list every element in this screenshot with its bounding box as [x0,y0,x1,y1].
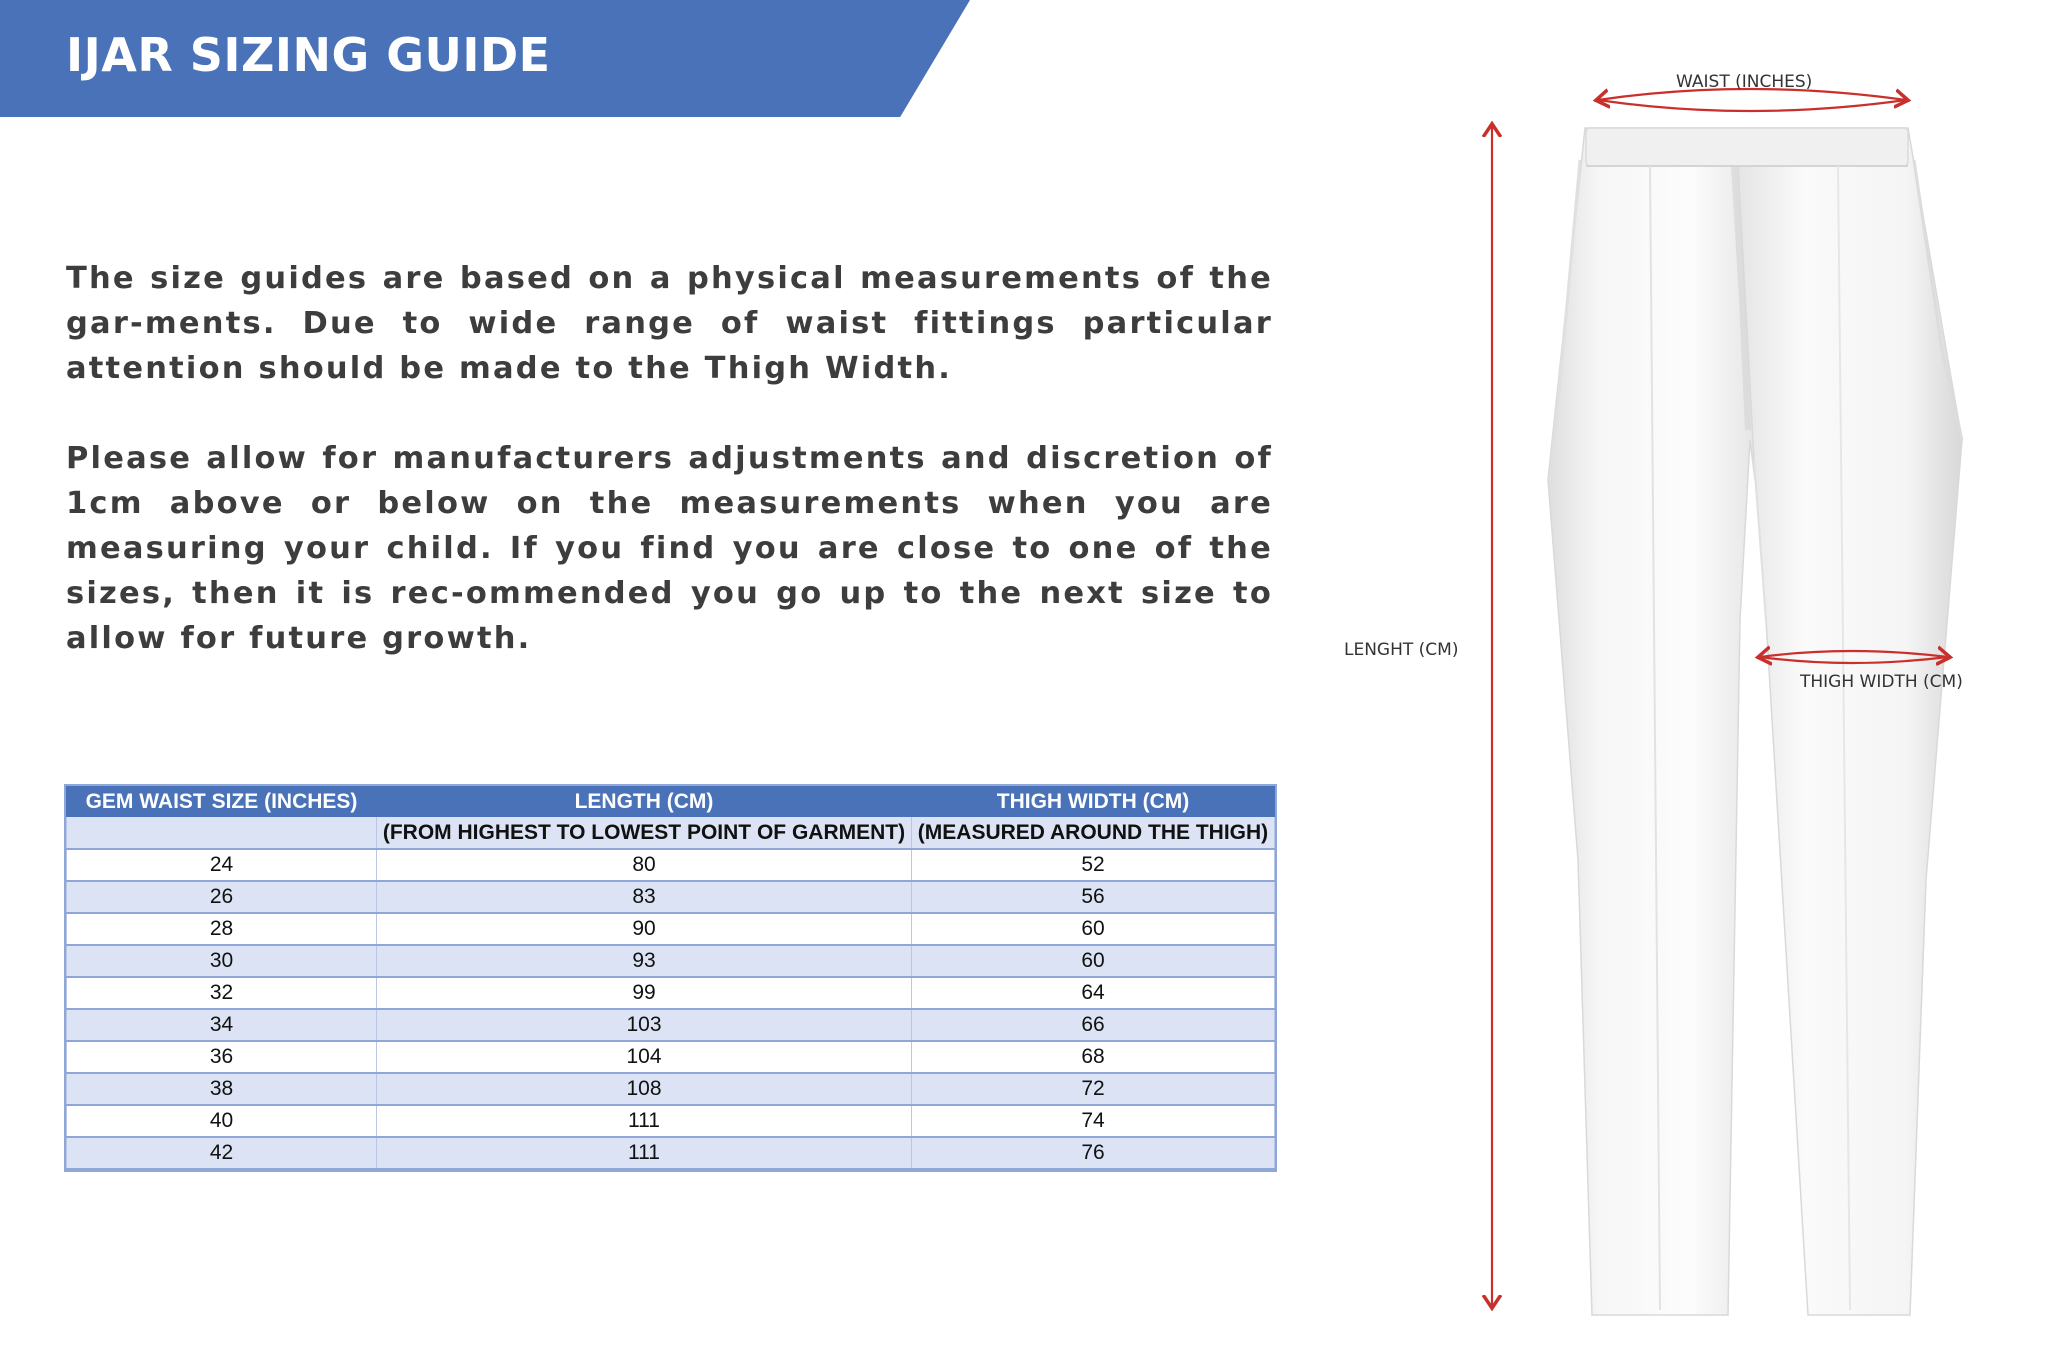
header-waist: GEM WAIST SIZE (INCHES) [67,786,377,817]
table-row [67,945,1275,977]
cell-waist: 34 [67,1009,377,1041]
subheader-waist [67,817,377,849]
table-row [67,849,1275,881]
table-row [67,1105,1275,1137]
cell-length: 90 [377,913,912,945]
cell-length: 108 [377,1073,912,1105]
cell-length: 111 [377,1105,912,1137]
cell-waist: 24 [67,849,377,881]
cell-thigh: 56 [912,881,1275,913]
cell-waist: 36 [67,1041,377,1073]
table-body [67,849,1275,1169]
table-row [67,1137,1275,1169]
cell-thigh: 60 [912,913,1275,945]
cell-thigh: 66 [912,1009,1275,1041]
length-label: LENGHT (CM) [1344,640,1459,660]
table-row [67,913,1275,945]
header-thigh: THIGH WIDTH (CM) [912,786,1275,817]
header-length: LENGTH (CM) [377,786,912,817]
intro-paragraph-1: The size guides are based on a physical measurements of the gar-ments. Due to wide range of waist fittings particular attention should be made to the Thigh Width. [66,261,1273,386]
cell-thigh: 52 [912,849,1275,881]
thigh-label: THIGH WIDTH (CM) [1800,672,1963,692]
trousers-diagram [1330,60,2048,1330]
table-header-row [67,786,1275,817]
table-row [67,1041,1275,1073]
cell-waist: 30 [67,945,377,977]
cell-length: 104 [377,1041,912,1073]
table-row [67,881,1275,913]
cell-length: 111 [377,1137,912,1169]
waist-label: WAIST (INCHES) [1676,72,1813,92]
table-subheader-row [67,817,1275,849]
cell-thigh: 74 [912,1105,1275,1137]
cell-thigh: 60 [912,945,1275,977]
table-row [67,977,1275,1009]
cell-waist: 38 [67,1073,377,1105]
page-title: IJAR SIZING GUIDE [66,28,551,82]
cell-length: 83 [377,881,912,913]
cell-thigh: 76 [912,1137,1275,1169]
subheader-length: (FROM HIGHEST TO LOWEST POINT OF GARMENT) [377,817,912,849]
cell-thigh: 68 [912,1041,1275,1073]
subheader-thigh: (MEASURED AROUND THE THIGH) [912,817,1275,849]
intro-paragraph-2: Please allow for manufacturers adjustments and discretion of 1cm above or below on the measurements when you are measuring your child. If you find you are close to one of the sizes, then it is rec-ommended you go up to the next size to allow for future growth. [66,441,1273,656]
cell-waist: 28 [67,913,377,945]
cell-length: 93 [377,945,912,977]
cell-thigh: 64 [912,977,1275,1009]
table-row [67,1073,1275,1105]
cell-length: 80 [377,849,912,881]
waistband [1586,128,1908,166]
cell-length: 99 [377,977,912,1009]
table-row [67,1009,1275,1041]
cell-waist: 26 [67,881,377,913]
size-table [66,786,1275,1170]
cell-waist: 32 [67,977,377,1009]
cell-thigh: 72 [912,1073,1275,1105]
cell-length: 103 [377,1009,912,1041]
cell-waist: 42 [67,1137,377,1169]
cell-waist: 40 [67,1105,377,1137]
trousers-icon [1330,60,2048,1330]
intro-text [66,256,1273,706]
